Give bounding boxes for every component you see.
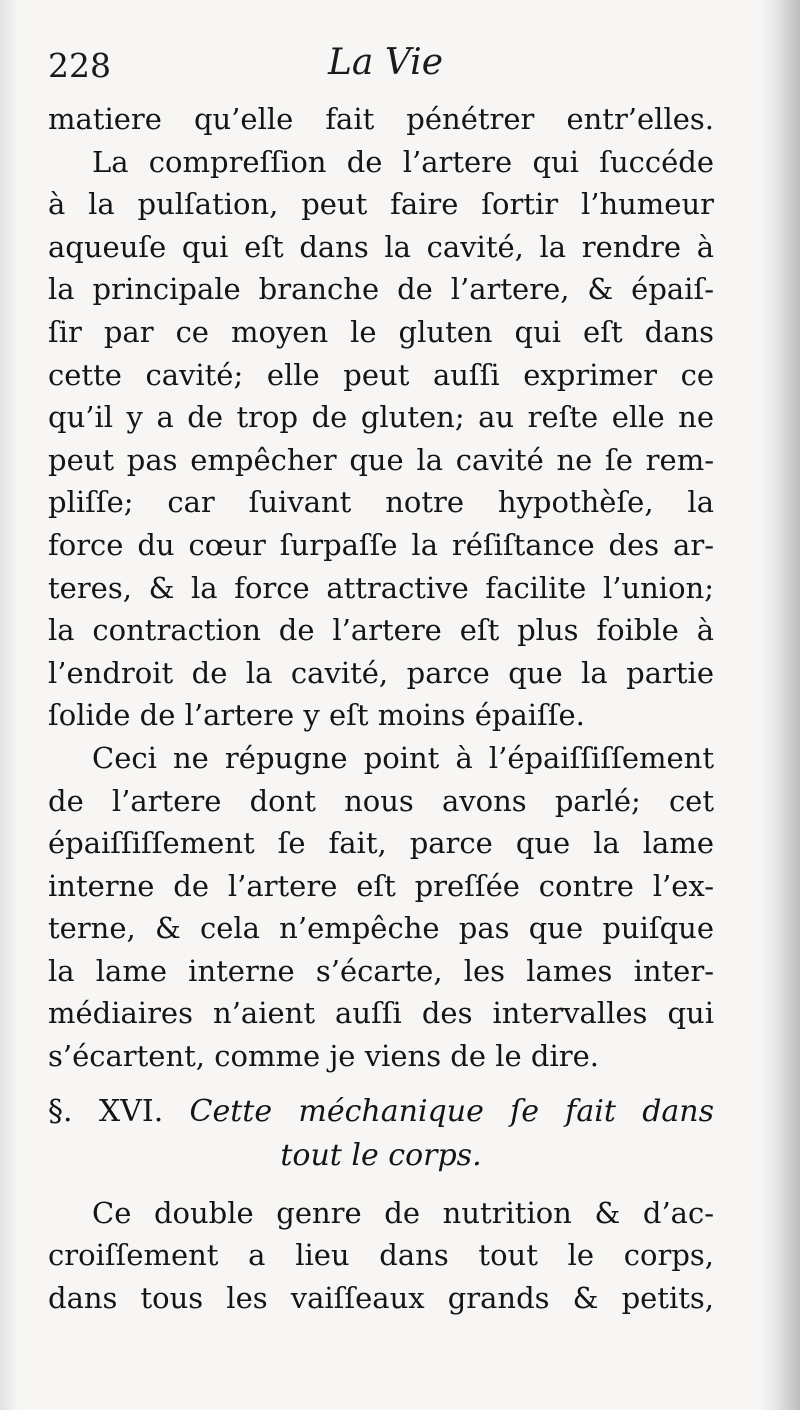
text-line: la principale branche de l’artere, & épaiſ-	[48, 272, 714, 307]
text-line: pliſſe; car ſuivant notre hypothèſe, la	[48, 485, 714, 520]
text-line: aqueuſe qui eſt dans la cavité, la rendre à	[48, 229, 714, 264]
text-line: terne, & cela n’empêche pas que puiſque	[48, 911, 714, 946]
text-line: matiere qu’elle fait pénétrer entr’elles.	[48, 102, 714, 136]
text-line: l’endroit de la cavité, parce que la partie	[48, 655, 714, 690]
text-line: La compreſſion de l’artere qui ſuccéde	[92, 144, 714, 179]
text-line: Ce double genre de nutrition & d’ac-	[92, 1195, 714, 1230]
text-line: cette cavité; elle peut auſſi exprimer ce	[48, 357, 714, 392]
section-number: §. XVI.	[48, 1093, 164, 1129]
section-heading	[48, 1090, 714, 1178]
running-head	[48, 42, 718, 92]
page-edge-left	[0, 0, 18, 1410]
text-line: Ceci ne répugne point à l’épaiſſiſſement	[92, 740, 714, 775]
paragraph-gap	[48, 1178, 714, 1192]
text-line: croiſſement a lieu dans tout le corps,	[48, 1238, 714, 1273]
text-line: à la pulſation, peut faire ſortir l’humeur	[48, 187, 714, 222]
section-heading-line	[48, 1090, 714, 1134]
section-title: Cette méchanique ſe fait dans	[189, 1093, 714, 1129]
text-line: force du cœur ſurpaſſe la réſiſtance des ar-	[48, 527, 714, 562]
text-line: teres, & la force attractive facilite l’union;	[48, 570, 714, 605]
text-line: dans tous les vaiſſeaux grands & petits,	[48, 1280, 714, 1315]
body-text	[48, 98, 714, 1319]
text-line: la lame interne s’écarte, les lames inter-	[48, 953, 714, 988]
text-line: épaiſſiſſement ſe fait, parce que la lame	[48, 826, 714, 861]
text-line: peut pas empêcher que la cavité ne ſe rem-	[48, 442, 714, 477]
text-line: qu’il y a de trop de gluten; au reſte elle ne	[48, 400, 714, 435]
running-title: La Vie	[328, 42, 443, 83]
text-line: la contraction de l’artere eſt plus foible à	[48, 613, 714, 648]
page-number: 228	[48, 46, 111, 85]
text-line: ſir par ce moyen le gluten qui eſt dans	[48, 314, 714, 349]
text-line: s’écartent, comme je viens de le dire.	[48, 1039, 599, 1074]
text-line: de l’artere dont nous avons parlé; cet	[48, 783, 714, 818]
page-edge-right	[760, 0, 800, 1410]
section-title-continued: tout le corps.	[280, 1137, 482, 1173]
text-line: interne de l’artere eſt preſſée contre l’ex-	[48, 868, 714, 903]
text-line: ſolide de l’artere y eſt moins épaiſſe.	[48, 698, 585, 733]
text-line: médiaires n’aient auſſi des intervalles qui	[48, 996, 714, 1031]
